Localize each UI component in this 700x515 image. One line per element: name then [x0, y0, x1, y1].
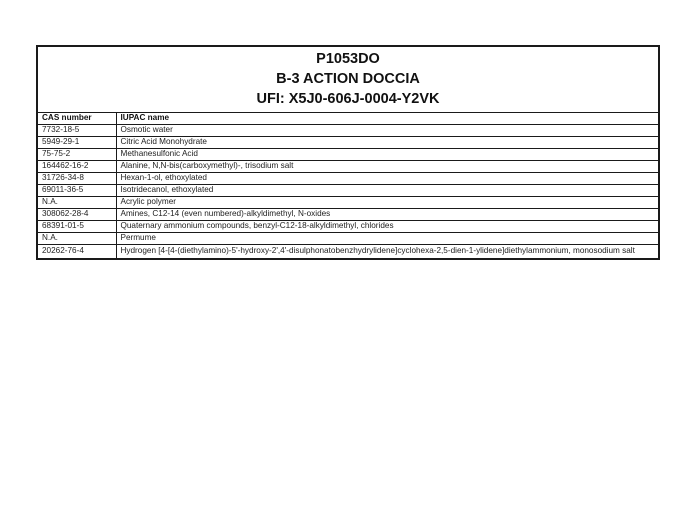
- iupac-cell: Quaternary ammonium compounds, benzyl-C12-18-alkyldimethyl, chlorides: [116, 221, 658, 233]
- iupac-cell: Osmotic water: [116, 125, 658, 137]
- table-row: [38, 185, 658, 197]
- cas-cell: 308062-28-4: [38, 209, 116, 221]
- table-row: [38, 125, 658, 137]
- table-row: [38, 245, 658, 259]
- product-name: B-3 ACTION DOCCIA: [276, 71, 420, 87]
- cas-cell: N.A.: [38, 233, 116, 245]
- cas-cell: 7732-18-5: [38, 125, 116, 137]
- iupac-cell: Hexan-1-ol, ethoxylated: [116, 173, 658, 185]
- table-row: [38, 161, 658, 173]
- product-code: P1053DO: [316, 51, 380, 67]
- cas-cell: 68391-01-5: [38, 221, 116, 233]
- cas-cell: 75-75-2: [38, 149, 116, 161]
- table-row: [38, 221, 658, 233]
- iupac-cell: Hydrogen [4-[4-(diethylamino)-5'-hydroxy-2',4'-disulphonatobenzhydrylidene]cyclohexa-2,5-dien-1-ylidene]diethylammonium, monosodium salt: [120, 246, 635, 256]
- iupac-cell: Citric Acid Monohydrate: [116, 137, 658, 149]
- table-header-row: [38, 113, 658, 125]
- ingredients-table: [38, 113, 658, 258]
- cas-cell: 69011-36-5: [38, 185, 116, 197]
- iupac-cell: Methanesulfonic Acid: [116, 149, 658, 161]
- ufi-code: UFI: X5J0-606J-0004-Y2VK: [256, 91, 440, 107]
- document-header: [38, 47, 658, 113]
- table-row: [38, 197, 658, 209]
- column-header-cas: CAS number: [38, 113, 116, 125]
- table-row: [38, 209, 658, 221]
- column-header-iupac: IUPAC name: [116, 113, 658, 125]
- cas-cell: 31726-34-8: [38, 173, 116, 185]
- iupac-cell: Acrylic polymer: [116, 197, 658, 209]
- table-row: [38, 233, 658, 245]
- iupac-cell: Permume: [116, 233, 658, 245]
- iupac-cell: Isotridecanol, ethoxylated: [116, 185, 658, 197]
- table-row: [38, 149, 658, 161]
- cas-cell: 5949-29-1: [38, 137, 116, 149]
- iupac-cell: Alanine, N,N-bis(carboxymethyl)-, trisodium salt: [116, 161, 658, 173]
- table-row: [38, 137, 658, 149]
- table-row: [38, 173, 658, 185]
- iupac-cell: Amines, C12-14 (even numbered)-alkyldimethyl, N-oxides: [116, 209, 658, 221]
- cas-cell: 164462-16-2: [38, 161, 116, 173]
- cas-cell: 20262-76-4: [38, 245, 116, 259]
- composition-sheet: [36, 45, 660, 260]
- cas-cell: N.A.: [38, 197, 116, 209]
